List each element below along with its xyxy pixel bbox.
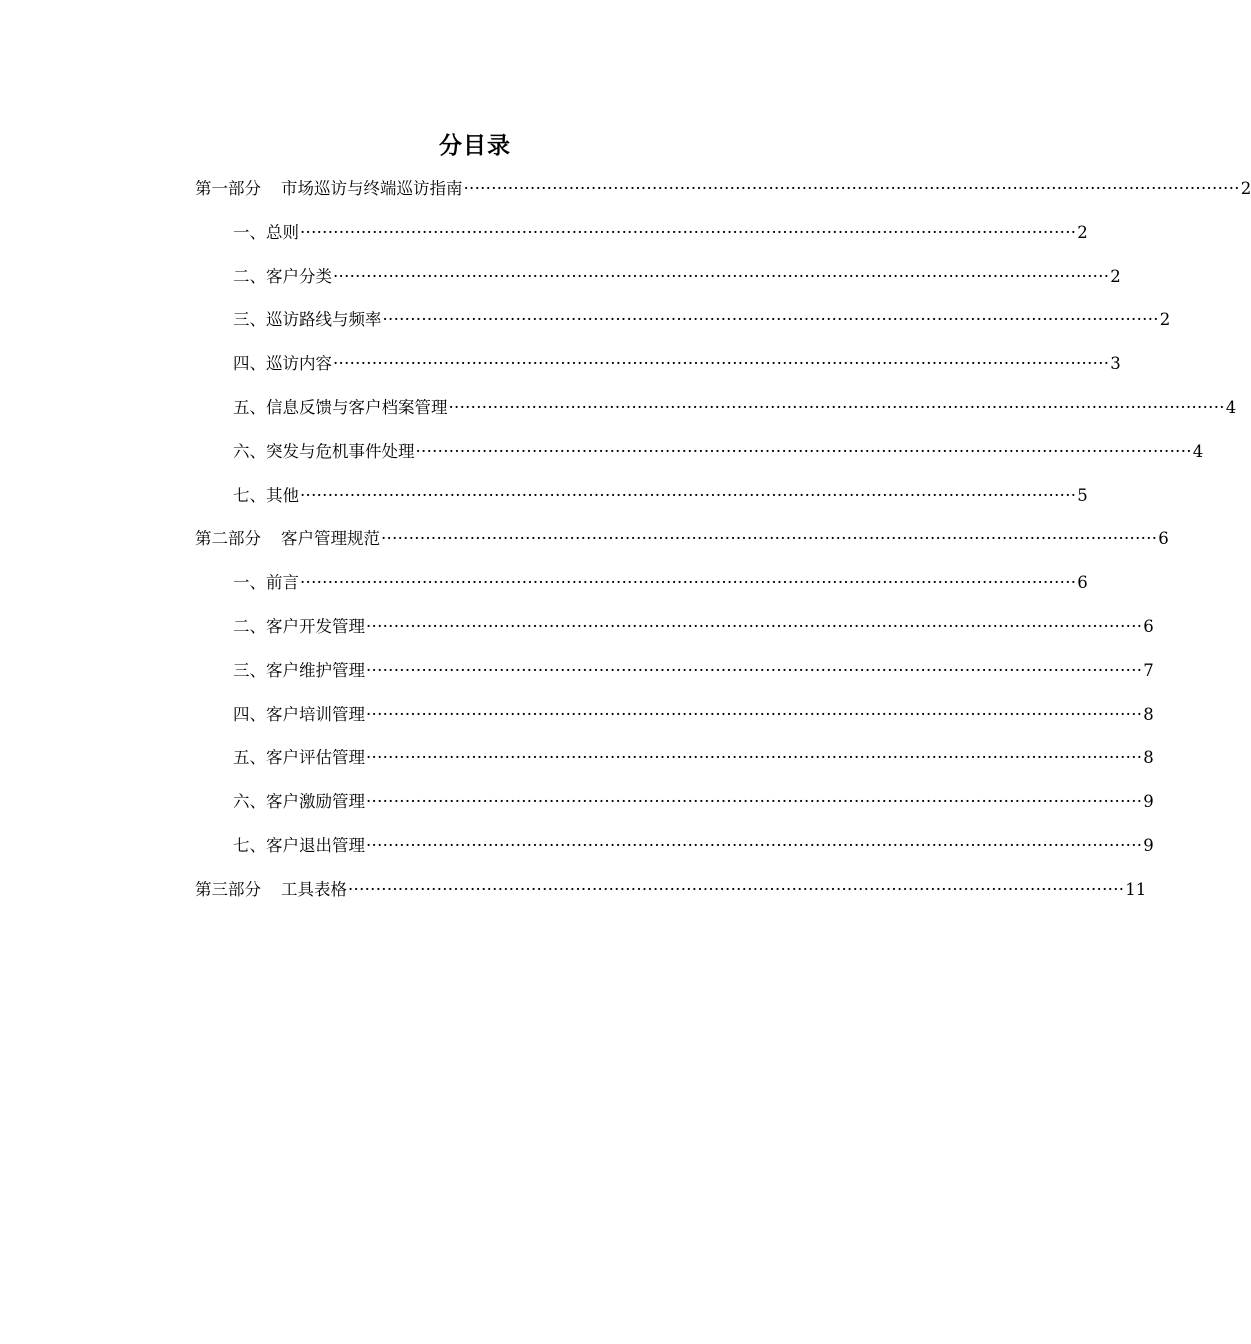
toc-entry-label: 一、前言 <box>233 570 300 596</box>
toc-entry-section[interactable] <box>0 439 1204 483</box>
toc-entry-section[interactable] <box>0 570 1088 614</box>
toc-dot-leader: ············································································································································ <box>348 879 1125 899</box>
toc-entry-section[interactable] <box>0 702 1154 746</box>
toc-page-number: 2 <box>1240 179 1251 198</box>
toc-page-number: 5 <box>1077 485 1088 505</box>
toc-entry-section[interactable] <box>0 351 1121 395</box>
toc-page-number: 9 <box>1143 792 1154 812</box>
toc-page-number: 8 <box>1143 704 1154 724</box>
toc-entry-section[interactable] <box>0 483 1088 527</box>
table-of-contents <box>0 176 1251 921</box>
toc-entry-part[interactable] <box>0 176 1251 220</box>
toc-dot-leader: ············································································································································ <box>366 704 1143 724</box>
toc-entry-label: 六、突发与危机事件处理 <box>233 439 416 465</box>
toc-page-number: 7 <box>1143 660 1154 680</box>
toc-dot-leader: ············································································································································ <box>300 222 1077 242</box>
toc-entry-section[interactable] <box>0 395 1237 439</box>
toc-entry-label: 二、客户开发管理 <box>233 614 366 640</box>
toc-entry-section[interactable] <box>0 833 1154 877</box>
toc-page-number: 4 <box>1192 441 1204 461</box>
toc-dot-leader: ············································································································································ <box>463 179 1240 198</box>
toc-entry-part[interactable] <box>0 526 1169 570</box>
toc-entry-label: 第二部分 客户管理规范 <box>195 526 381 552</box>
toc-entry-label: 五、客户评估管理 <box>233 745 366 771</box>
toc-entry-section[interactable] <box>0 614 1154 658</box>
toc-dot-leader: ············································································································································ <box>415 441 1192 461</box>
toc-entry-label: 五、信息反馈与客户档案管理 <box>233 395 449 421</box>
toc-page-number: 4 <box>1225 397 1237 417</box>
toc-entry-label: 三、巡访路线与频率 <box>233 307 383 333</box>
page-title: 分目录 <box>439 133 511 160</box>
toc-dot-leader: ············································································································································ <box>366 748 1143 768</box>
toc-entry-label: 四、客户培训管理 <box>233 702 366 728</box>
toc-entry-label: 第三部分 工具表格 <box>195 877 348 903</box>
toc-entry-part[interactable] <box>0 877 1147 921</box>
toc-page-number: 2 <box>1077 222 1088 242</box>
toc-entry-section[interactable] <box>0 307 1171 351</box>
toc-dot-leader: ············································································································································ <box>333 354 1110 374</box>
toc-entry-label: 六、客户激励管理 <box>233 789 366 815</box>
toc-page-number: 9 <box>1143 835 1154 855</box>
toc-entry-section[interactable] <box>0 745 1154 789</box>
toc-dot-leader: ············································································································································ <box>333 266 1110 286</box>
toc-entry-section[interactable] <box>0 220 1088 264</box>
toc-page-number: 2 <box>1159 310 1171 330</box>
toc-dot-leader: ············································································································································ <box>366 792 1143 812</box>
toc-entry-label: 七、其他 <box>233 483 300 509</box>
toc-page-number: 6 <box>1143 616 1154 636</box>
toc-page-number: 3 <box>1110 354 1121 374</box>
toc-dot-leader: ············································································································································ <box>366 660 1143 680</box>
toc-dot-leader: ············································································································································ <box>448 397 1225 417</box>
toc-page-number: 8 <box>1143 748 1154 768</box>
toc-entry-label: 四、巡访内容 <box>233 351 333 377</box>
toc-page-number: 6 <box>1077 573 1088 593</box>
toc-dot-leader: ············································································································································ <box>300 485 1077 505</box>
toc-entry-label: 一、总则 <box>233 220 300 246</box>
toc-entry-label: 第一部分 市场巡访与终端巡访指南 <box>195 176 464 202</box>
toc-page-number: 11 <box>1125 879 1147 899</box>
toc-page-number: 6 <box>1158 529 1169 549</box>
toc-entry-label: 三、客户维护管理 <box>233 658 366 684</box>
toc-dot-leader: ············································································································································ <box>381 529 1158 549</box>
toc-entry-section[interactable] <box>0 658 1154 702</box>
toc-entry-section[interactable] <box>0 789 1154 833</box>
toc-entry-section[interactable] <box>0 264 1121 308</box>
toc-entry-label: 二、客户分类 <box>233 264 333 290</box>
toc-dot-leader: ············································································································································ <box>300 573 1077 593</box>
toc-entry-label: 七、客户退出管理 <box>233 833 366 859</box>
toc-dot-leader: ············································································································································ <box>382 310 1159 330</box>
toc-dot-leader: ············································································································································ <box>366 616 1143 636</box>
toc-dot-leader: ············································································································································ <box>366 835 1143 855</box>
toc-page-number: 2 <box>1110 266 1121 286</box>
